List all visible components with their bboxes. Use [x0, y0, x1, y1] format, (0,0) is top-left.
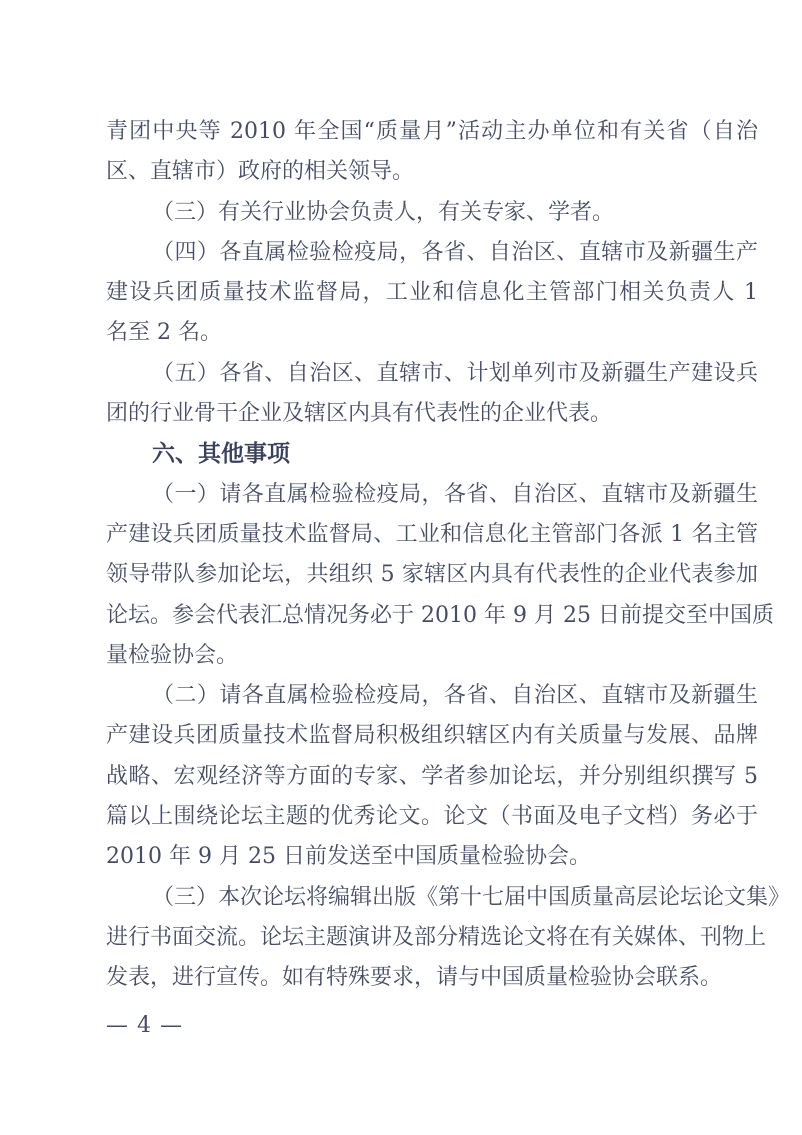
- body-line-13: 论坛。参会代表汇总情况务必于 2010 年 9 月 25 日前提交至中国质: [106, 602, 774, 628]
- document-body: [106, 112, 791, 999]
- body-line-16: 产建设兵团质量技术监督局积极组织辖区内有关质量与发展、品牌: [106, 723, 758, 749]
- body-line-22: 发表，进行宣传。如有特殊要求，请与中国质量检验协会联系。: [106, 965, 723, 991]
- body-line-19: 2010 年 9 月 25 日前发送至中国质量检验协会。: [106, 844, 591, 870]
- body-line-1: 青团中央等 2010 年全国“质量月”活动主办单位和有关省（自治: [106, 119, 758, 144]
- page-number: — 4 —: [106, 1013, 183, 1038]
- list-item-5: （五）各省、自治区、直辖市、计划单列市及新疆生产建设兵: [152, 360, 758, 386]
- body-line-8: 团的行业骨干企业及辖区内具有代表性的企业代表。: [106, 401, 613, 427]
- body-line-5: 建设兵团质量技术监督局，工业和信息化主管部门相关负责人 1: [106, 280, 758, 306]
- body-line-18: 篇以上围绕论坛主题的优秀论文。论文（书面及电子文档）务必于: [106, 804, 758, 830]
- body-line-17: 战略、宏观经济等方面的专家、学者参加论坛，并分别组织撰写 5: [106, 763, 758, 789]
- body-line-6: 名至 2 名。: [106, 320, 222, 346]
- list-item-1: （一）请各直属检验检疫局，各省、自治区、直辖市及新疆生: [152, 481, 758, 507]
- body-line-11: 产建设兵团质量技术监督局、工业和信息化主管部门各派 1 名主管: [106, 521, 758, 547]
- body-line-14: 量检验协会。: [106, 642, 239, 668]
- section-heading-other-matters: 六、其他事项: [152, 441, 290, 468]
- body-line-21: 进行书面交流。论坛主题演讲及部分精选论文将在有关媒体、刊物上: [106, 924, 767, 950]
- list-item-2: （二）请各直属检验检疫局，各省、自治区、直辖市及新疆生: [152, 683, 758, 709]
- list-item-3: （三）有关行业协会负责人，有关专家、学者。: [152, 199, 615, 225]
- body-line-2: 区、直辖市）政府的相关领导。: [106, 159, 415, 185]
- body-line-12: 领导带队参加论坛，共组织 5 家辖区内具有代表性的企业代表参加: [106, 562, 758, 588]
- list-item-4: （四）各直属检验检疫局，各省、自治区、直辖市及新疆生产: [152, 239, 758, 265]
- list-item-3-other: （三）本次论坛将编辑出版《第十七届中国质量高层论坛论文集》: [152, 884, 791, 910]
